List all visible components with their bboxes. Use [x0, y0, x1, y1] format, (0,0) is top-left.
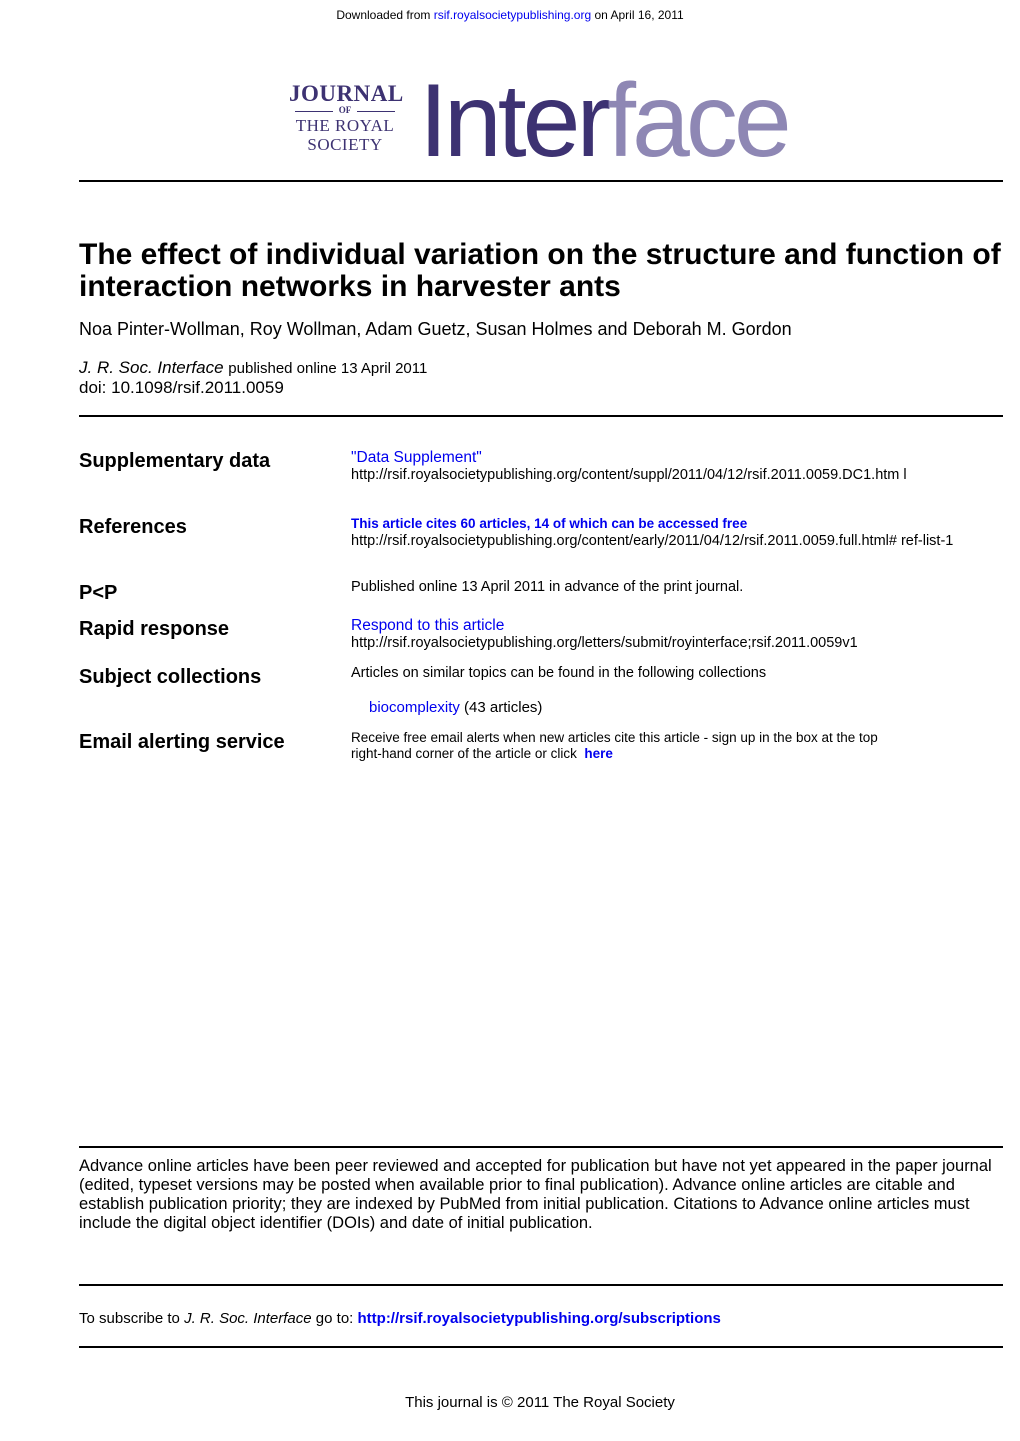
subject-collections-label: Subject collections [79, 666, 262, 688]
email-alerting-text-2: right-hand corner of the article or click [351, 745, 577, 761]
logo-royal-text: THE ROYAL [295, 116, 395, 135]
divider [79, 1346, 1003, 1348]
subject-collections-text: Articles on similar topics can be found in the following collections [351, 665, 767, 681]
subscribe-mid: go to: [315, 1310, 354, 1327]
email-alerting-value [351, 730, 1001, 761]
publication-date: published online 13 April 2011 [228, 360, 428, 377]
subscribe-prefix: To subscribe to [79, 1310, 180, 1327]
logo-face-text: face [607, 63, 788, 179]
email-alerting-label: Email alerting service [79, 731, 285, 753]
biocomplexity-link[interactable]: biocomplexity [369, 699, 460, 716]
references-label: References [79, 516, 187, 538]
download-notice [0, 8, 1020, 22]
pp-text: Published online 13 April 2011 in advance of the print journal. [351, 579, 744, 595]
rapid-response-label: Rapid response [79, 618, 230, 640]
article-doi: doi: 10.1098/rsif.2011.0059 [79, 378, 284, 397]
divider [79, 415, 1003, 417]
royal-society-logo [289, 81, 404, 154]
data-supplement-link[interactable]: "Data Supplement" [351, 449, 482, 466]
article-authors: Noa Pinter-Wollman, Roy Wollman, Adam Guetz, Susan Holmes and Deborah M. Gordon [79, 319, 792, 339]
divider [79, 1284, 1003, 1286]
email-alert-here-link[interactable]: here [584, 745, 613, 761]
interface-logo [419, 63, 788, 179]
divider [79, 180, 1003, 182]
article-title: The effect of individual variation on the structure and function of interaction networks in harvester ants [79, 238, 1001, 303]
collection-item [369, 699, 542, 716]
divider [79, 1146, 1003, 1148]
rapid-response-url: http://rsif.royalsocietypublishing.org/letters/submit/royinterface;rsif.2011.0059v1 [351, 635, 858, 651]
references-value [351, 515, 1001, 550]
supplementary-value [351, 449, 1001, 484]
advance-online-notice: Advance online articles have been peer reviewed and accepted for publication but have not yet appeared in the paper journal (edited, typeset versions may be posted when available prior to final publication). Advance online articles are citable and establish publication priority; they are indexed by PubMed from initial publication. Citations to Advance online articles must include the digital object identifier (DOIs) and date of initial publication. [79, 1157, 992, 1232]
download-site-link[interactable]: rsif.royalsocietypublishing.org [433, 8, 592, 22]
references-url: http://rsif.royalsocietypublishing.org/content/early/2011/04/12/rsif.2011.0059.full.html# ref-list-1 [351, 533, 954, 549]
pp-label: P<P [79, 582, 118, 604]
collection-count: (43 articles) [464, 699, 543, 716]
subscribe-journal-name: J. R. Soc. Interface [184, 1310, 312, 1327]
logo-journal-text: JOURNAL [289, 81, 404, 106]
supplementary-label: Supplementary data [79, 450, 271, 472]
respond-link[interactable]: Respond to this article [351, 617, 505, 634]
download-prefix: Downloaded from [336, 8, 431, 22]
rapid-response-value [351, 617, 1001, 652]
download-suffix: on April 16, 2011 [594, 8, 684, 22]
references-link[interactable]: This article cites 60 articles, 14 of which can be accessed free [351, 516, 748, 531]
copyright-footer: This journal is © 2011 The Royal Society [405, 1394, 675, 1411]
journal-name: J. R. Soc. Interface [79, 358, 224, 377]
email-alerting-text: Receive free email alerts when new articles cite this article - sign up in the box at the top [351, 730, 878, 745]
supplementary-url: http://rsif.royalsocietypublishing.org/content/suppl/2011/04/12/rsif.2011.0059.DC1.htm l [351, 467, 907, 483]
logo-inter-text: Inter [419, 63, 608, 179]
subscriptions-link[interactable]: http://rsif.royalsocietypublishing.org/subscriptions [357, 1310, 721, 1327]
journal-citation [79, 358, 427, 378]
logo-society-text: SOCIETY [307, 135, 383, 154]
subscribe-line [79, 1310, 721, 1327]
logo-of-text: OF [289, 106, 401, 115]
